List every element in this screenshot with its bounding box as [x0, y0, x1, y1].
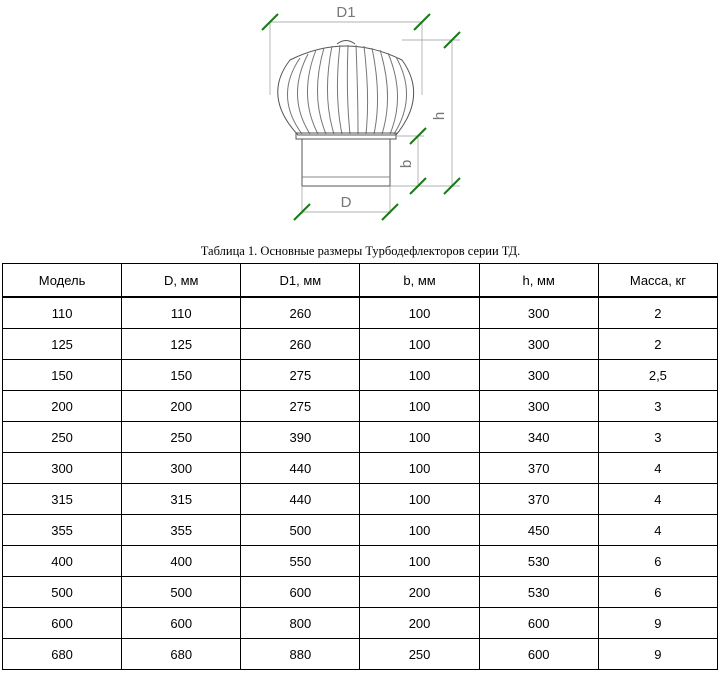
mass-cell: 9	[598, 608, 717, 639]
mass-cell: 6	[598, 577, 717, 608]
b-cell: 250	[360, 639, 479, 670]
d1-cell: 600	[241, 577, 360, 608]
h-cell: 300	[479, 329, 598, 360]
label-h: h	[431, 111, 448, 121]
table-row	[3, 515, 718, 546]
d1-cell: 440	[241, 453, 360, 484]
d-cell: 500	[122, 577, 241, 608]
d-cell: 110	[122, 297, 241, 329]
turbine-cap	[337, 41, 355, 45]
label-d: D	[340, 194, 352, 211]
b-cell: 100	[360, 453, 479, 484]
d-cell: 300	[122, 453, 241, 484]
model-cell: 250	[3, 422, 122, 453]
model-cell: 200	[3, 391, 122, 422]
b-cell: 100	[360, 484, 479, 515]
turbine-head-outline	[278, 46, 414, 135]
model-cell: 355	[3, 515, 122, 546]
d-cell: 400	[122, 546, 241, 577]
model-cell: 400	[3, 546, 122, 577]
d1-cell: 800	[241, 608, 360, 639]
d1-cell: 275	[241, 391, 360, 422]
dimension-d1	[262, 14, 430, 95]
mass-cell: 3	[598, 391, 717, 422]
h-cell: 530	[479, 577, 598, 608]
d-cell: 600	[122, 608, 241, 639]
dimensions-table	[2, 263, 718, 670]
h-cell: 300	[479, 297, 598, 329]
d1-cell: 390	[241, 422, 360, 453]
turbine-blades	[287, 45, 406, 134]
d-cell: 125	[122, 329, 241, 360]
h-cell: 370	[479, 453, 598, 484]
b-cell: 100	[360, 422, 479, 453]
model-cell: 125	[3, 329, 122, 360]
d1-cell: 260	[241, 297, 360, 329]
b-cell: 100	[360, 515, 479, 546]
table-caption: Таблица 1. Основные размеры Турбодефлекторов серии ТД.	[200, 244, 521, 258]
model-cell: 600	[3, 608, 122, 639]
turbine-neck-ring	[296, 133, 396, 139]
table-row	[3, 422, 718, 453]
mass-cell: 2	[598, 297, 717, 329]
model-cell: 300	[3, 453, 122, 484]
table-row	[3, 608, 718, 639]
label-b: b	[398, 159, 415, 169]
table-row	[3, 546, 718, 577]
column-header-b: b, мм	[360, 264, 479, 298]
b-cell: 100	[360, 329, 479, 360]
d1-cell: 440	[241, 484, 360, 515]
table-header-row	[3, 264, 718, 298]
table-row	[3, 484, 718, 515]
model-cell: 500	[3, 577, 122, 608]
b-cell: 100	[360, 391, 479, 422]
table-row	[3, 453, 718, 484]
d-cell: 355	[122, 515, 241, 546]
h-cell: 340	[479, 422, 598, 453]
b-cell: 200	[360, 608, 479, 639]
column-header-mass: Масса, кг	[598, 264, 717, 298]
column-header-h: h, мм	[479, 264, 598, 298]
h-cell: 600	[479, 608, 598, 639]
d-cell: 680	[122, 639, 241, 670]
h-cell: 600	[479, 639, 598, 670]
b-cell: 100	[360, 297, 479, 329]
table-row	[3, 360, 718, 391]
mass-cell: 4	[598, 515, 717, 546]
model-cell: 315	[3, 484, 122, 515]
b-cell: 100	[360, 360, 479, 391]
d1-cell: 500	[241, 515, 360, 546]
mass-cell: 4	[598, 453, 717, 484]
d1-cell: 275	[241, 360, 360, 391]
b-cell: 200	[360, 577, 479, 608]
h-cell: 530	[479, 546, 598, 577]
h-cell: 300	[479, 391, 598, 422]
base-pipe	[302, 139, 390, 186]
model-cell: 680	[3, 639, 122, 670]
model-cell: 150	[3, 360, 122, 391]
column-header-d: D, мм	[122, 264, 241, 298]
mass-cell: 2	[598, 329, 717, 360]
h-cell: 370	[479, 484, 598, 515]
mass-cell: 6	[598, 546, 717, 577]
column-header-d1: D1, мм	[241, 264, 360, 298]
mass-cell: 2,5	[598, 360, 717, 391]
table-row	[3, 577, 718, 608]
column-header-model: Модель	[3, 264, 122, 298]
d1-cell: 880	[241, 639, 360, 670]
h-cell: 300	[479, 360, 598, 391]
turbo-deflector-drawing	[0, 0, 721, 240]
mass-cell: 4	[598, 484, 717, 515]
table-row	[3, 639, 718, 670]
table-row	[3, 391, 718, 422]
d-cell: 315	[122, 484, 241, 515]
h-cell: 450	[479, 515, 598, 546]
d-cell: 150	[122, 360, 241, 391]
table-body	[3, 297, 718, 670]
table-row	[3, 297, 718, 329]
b-cell: 100	[360, 546, 479, 577]
mass-cell: 3	[598, 422, 717, 453]
d-cell: 200	[122, 391, 241, 422]
d-cell: 250	[122, 422, 241, 453]
mass-cell: 9	[598, 639, 717, 670]
model-cell: 110	[3, 297, 122, 329]
d1-cell: 550	[241, 546, 360, 577]
table-row	[3, 329, 718, 360]
d1-cell: 260	[241, 329, 360, 360]
label-d1: D1	[336, 4, 356, 21]
